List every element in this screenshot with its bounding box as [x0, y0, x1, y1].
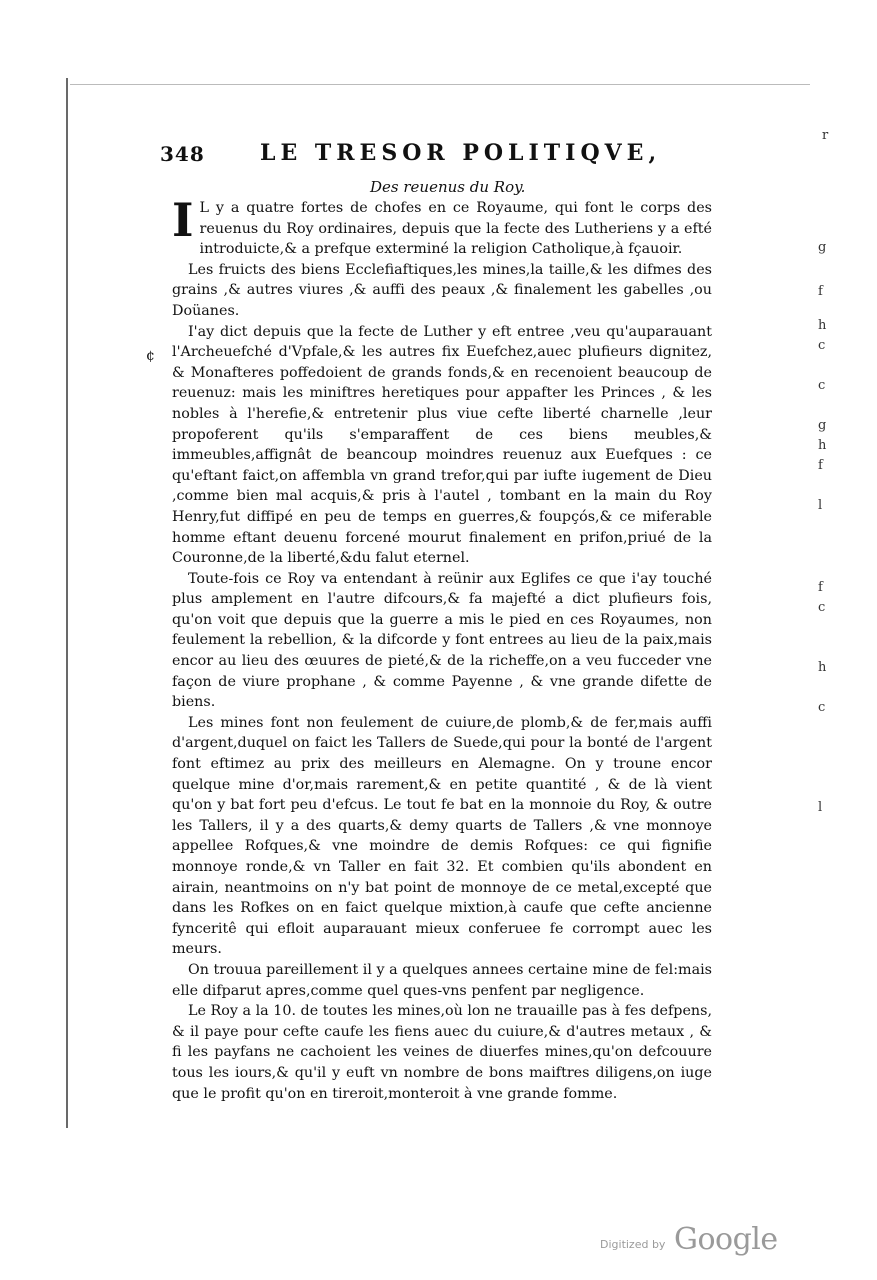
paragraph: I'ay dict depuis que la fecte de Luther y eft entree ,veu qu'auparauant l'Archeuefché d'Vpfale,& les autres fix Euefchez,auec plufieurs dignitez, & Monafteres poffedoient de grands fonds,& en recenoient beaucoup de reuenuz: mais les miniftres heretiques pour appafter les Princes , & les nobles à l'herefie,& entretenir plus viue cefte liberté charnelle ,leur propoferent qu'ils s'emparaffent de ces biens meubles,& immeubles,affignât de beancoup moindres reuenuz aux Euefques : ce qu'eftant faict,on affembla vn grand trefor,qui par iufte iugement de Dieu ,comme bien mal acquis,& pris à l'autel , tombant en la main du Roy Henry,fut diffipé en peu de temps en guerres,& foupçós,& ce miferable homme eftant deuenu forcené mourut finalement en prifon,priué de la Couronne,de la liberté,&du falut eternel. — [172, 323, 712, 567]
scan-top-edge — [70, 84, 810, 85]
google-watermark — [600, 1222, 800, 1262]
scan-left-edge — [66, 78, 68, 1128]
bleed-glyph: l — [818, 800, 823, 815]
bleed-glyph: c — [818, 378, 826, 393]
facing-page-bleed — [814, 100, 854, 860]
bleed-glyph: c — [818, 600, 826, 615]
page-header — [160, 140, 720, 170]
bleed-glyph: h — [818, 438, 827, 453]
bleed-glyph: r — [822, 128, 829, 143]
paragraph: Les mines font non feulement de cuiure,de plomb,& de fer,mais auffi d'argent,duquel on faict les Tallers de Suede,qui pour la bonté de l'argent font eftimez au prix des meilleurs en Alemagne. On y troune encor quelque mine d'or,mais rarement,& en petite quantité , & de là vient qu'on y bat fort peu d'efcus. Le tout fe bat en la monnoie du Roy, & outre les Tallers, il y a des quarts,& demy quarts de Tallers ,& vne monnoye appellee Rofques,& vne moindre de demis Rofques: ce qui fignifie monnoye ronde,& vn Taller en fait 32. Et combien qu'ils abondent en airain, neantmoins on n'y bat point de monnoye de ce metal,excepté que dans les Rofkes on en faict quelque mixtion,à caufe que cefte ancienne fynceritê qui efloit auparauant mieux conferuee fe corrompt auec les meurs. — [172, 714, 712, 958]
section-title: Des reuenus du Roy. — [370, 178, 526, 196]
paragraph: Le Roy a la 10. de toutes les mines,où lon ne trauaille pas à fes defpens, & il paye pour cefte caufe les fiens auec du cuiure,& d'autres metaux , & fi les payfans ne cachoient les veines de diuerfes mines,qu'on defcouure tous les iours,& qu'il y euft vn nombre de bons maiftres diligens,on iuge que le profit qu'on en tireroit,monteroit à vne grande fomme. — [172, 1003, 712, 1102]
drop-cap: I — [172, 193, 194, 247]
running-title: LE TRESOR POLITIQVE, — [260, 140, 662, 166]
bleed-glyph: h — [818, 660, 827, 675]
page-number: 348 — [160, 142, 205, 166]
body-text — [172, 193, 713, 1104]
bleed-glyph: c — [818, 700, 826, 715]
paragraph: Les fruicts des biens Ecclefiaftiques,les mines,la taille,& les difmes des grains ,& autres viures ,& auffi des peaux ,& finalement les gabelles ,ou Doüanes. — [172, 261, 712, 319]
bleed-glyph: c — [818, 338, 826, 353]
bleed-glyph: g — [818, 240, 827, 255]
margin-mark: ¢ — [146, 348, 155, 364]
bleed-glyph: l — [818, 498, 823, 513]
bleed-glyph: f — [818, 580, 823, 595]
paragraph: Toute-fois ce Roy va entendant à reünir aux Eglifes ce que i'ay touché plus amplement en l'autre difcours,& fa majefté a dict plufieurs fois, qu'on voit que depuis que la guerre a mis le pied en ces Royaumes, non feulement la rebellion, & la difcorde y font entrees au lieu de la paix,mais encor au lieu des œuures de pieté,& de la richeffe,on a veu fucceder vne façon de viure prophane , & comme Payenne , & vne grande difette de biens. — [172, 570, 712, 711]
bleed-glyph: h — [818, 318, 827, 333]
watermark-brand: Google — [674, 1222, 778, 1257]
bleed-glyph: f — [818, 284, 823, 299]
watermark-prefix: Digitized by — [600, 1238, 666, 1251]
bleed-glyph: g — [818, 418, 827, 433]
paragraph: On trouua pareillement il y a quelques annees certaine mine de fel:mais elle difparut apres,comme quel ques-vns penfent par negligence. — [172, 961, 713, 999]
paragraph — [172, 193, 712, 260]
bleed-glyph: f — [818, 458, 823, 473]
paragraph-text: L y a quatre fortes de chofes en ce Royaume, qui font le corps des reuenus du Roy ordinaires, depuis que la fecte des Lutheriens y a efté introduicte,& a prefque exterminé la religion Catholique,à fçauoir. — [199, 200, 712, 258]
